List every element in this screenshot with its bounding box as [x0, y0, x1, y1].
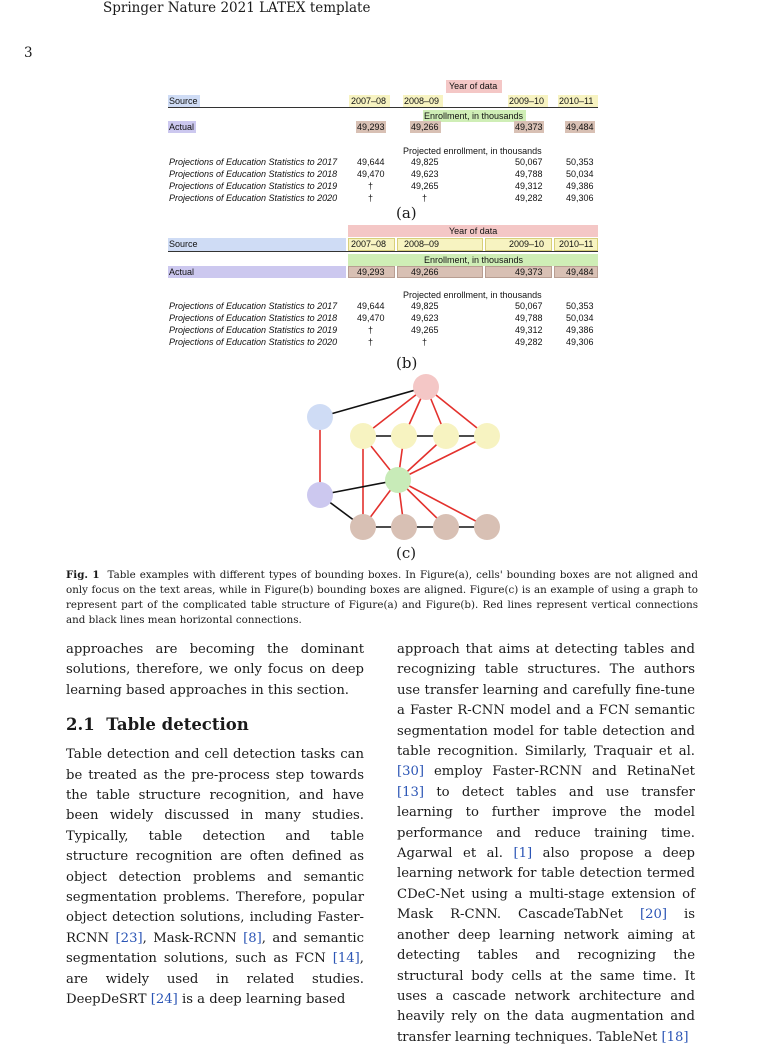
- year-col: 2009–10: [509, 96, 545, 106]
- caption-text: Table examples with different types of bounding boxes. In Figure(a), cells' bounding boxes are not aligned and only focus on the text areas, while in Figure(b) bounding boxes are aligned. Figure(c) is an example of using a graph to represent part of the complicated table structure of Figure(a) and Figure(b). Red lines represent vertical connections and black lines mean horizontal connections.: [66, 569, 699, 626]
- node-enrollment: [385, 467, 411, 493]
- actual-value: 49,266: [411, 122, 439, 132]
- citation-link[interactable]: [13]: [397, 784, 425, 800]
- body-paragraph: Table detection and cell detection tasks can be treated as the pre-process step towards the table structure recognition, and have been widely discussed in many studies. Typically, table detection and table structure recognition are often defined as object detection problems and semantic segmentation problems. Therefore, popular object detection solutions, including Faster-RCNN [23], Mask-RCNN [8], and semantic segmentation solutions, such as FCN [14], are widely used in related studies. DeepDeSRT [24] is a deep learning based: [66, 747, 364, 1008]
- row-label: Projections of Education Statistics to 2019: [169, 181, 338, 191]
- citation-link[interactable]: [8]: [243, 930, 262, 946]
- node-source: [307, 404, 333, 430]
- node-actual: [307, 482, 333, 508]
- body-paragraph: approach that aims at detecting tables and recognizing table structures. The authors use transfer learning and carefully fine-tune a Faster R-CNN model and a FCN semantic segmentation model for table detection and table recognition. Similarly, Traquair et al. [30] employ Faster-RCNN and RetinaNet [13] to detect tables and use transfer learning to further improve the model performance and reduce training time. Agarwal et al. [1] also propose a deep learning network for table detection termed CDeC-Net using a multi-stage extension of Mask R-CNN. CascadeTabNet [20] is another deep learning network aiming at detecting tables and recognizing the structural body cells at the same time. It uses a cascade network architecture and heavily rely on the data augmentation and transfer learning techniques. TableNet [18]: [397, 642, 695, 1045]
- table-b: Year of data Source 2007–08 2008–09 2009–10 2010–11 Enrollment, in thousands Actual 49,293 49,266 49,373 49,484 Projected enrollment, in thousands Projections of Education Statistics to 2017 49,644 49,825 50,067 50,353 Projections of Education Statistics to 2018 49,470 49,623 49,788 50,034 Projections of Education Statistics to 2019 † 49,265 49,312 49,386 Projections of Education Statistics to 2020 † † 49,282 49,306: [0, 0, 760, 360]
- section-title: Table detection: [106, 715, 249, 735]
- actual-label: Actual: [169, 122, 195, 132]
- citation-link[interactable]: [1]: [513, 846, 533, 862]
- sublabel-a: (a): [396, 204, 417, 222]
- year-col: 2007–08: [351, 96, 387, 106]
- left-column: [66, 640, 364, 1011]
- year-col: 2008–09: [404, 96, 440, 106]
- citation-link[interactable]: [24]: [150, 992, 178, 1008]
- citation-link[interactable]: [23]: [115, 930, 143, 946]
- actual-value: 49,293: [357, 122, 385, 132]
- year-col: 2010–11: [559, 96, 594, 106]
- citation-link[interactable]: [30]: [397, 764, 425, 780]
- running-header: Springer Nature 2021 LATEX template: [103, 0, 371, 16]
- table-a: Year of data Source 2007–08 2008–09 2009–10 2010–11 Enrollment, in thousands Actual 49,293 49,266 49,373 49,484 Projected enrollment, in thousands Projections of Education Statistics to 2017 49,644 49,825 50,067 50,353 Projections of Education Statistics to 2018 49,470 49,623 49,788 50,034 Projections of Education Statistics to 2019 † 49,265 49,312 49,386 Projections of Education Statistics to 2020 † † 49,282 49,306: [0, 0, 760, 230]
- figure-caption: [66, 568, 698, 628]
- citation-link[interactable]: [20]: [639, 907, 668, 923]
- node-year-header: [413, 374, 439, 400]
- page-number: 3: [24, 45, 33, 61]
- row-label: Projections of Education Statistics to 2017: [169, 157, 338, 167]
- node-year: [350, 423, 376, 449]
- sublabel-c: (c): [396, 544, 417, 562]
- actual-value: 49,484: [566, 122, 594, 132]
- node-actual-value: [474, 514, 500, 540]
- horizontal-edges: [320, 387, 487, 527]
- node-actual-value: [391, 514, 417, 540]
- source-label: Source: [169, 96, 198, 106]
- projected-label: Projected enrollment, in thousands: [403, 146, 542, 156]
- enrollment-label: Enrollment, in thousands: [424, 111, 524, 121]
- row-label: Projections of Education Statistics to 2018: [169, 169, 338, 179]
- caption-label: Fig. 1: [66, 569, 100, 581]
- right-column: [397, 640, 695, 1048]
- section-number: 2.1: [66, 715, 95, 735]
- vertical-edges: [320, 387, 487, 527]
- node-actual-value: [350, 514, 376, 540]
- citation-link[interactable]: [14]: [332, 951, 360, 967]
- node-year: [433, 423, 459, 449]
- actual-value: 49,373: [515, 122, 543, 132]
- row-label: Projections of Education Statistics to 2020: [169, 193, 338, 203]
- node-actual-value: [433, 514, 459, 540]
- node-year: [391, 423, 417, 449]
- section-heading: [66, 714, 364, 736]
- node-year: [474, 423, 500, 449]
- citation-link[interactable]: [18]: [661, 1029, 689, 1045]
- year-of-data-label: Year of data: [449, 81, 498, 91]
- intro-paragraph: approaches are becoming the dominant solutions, therefore, we only focus on deep learning based approaches in this section.: [66, 642, 364, 698]
- sublabel-b: (b): [396, 354, 418, 372]
